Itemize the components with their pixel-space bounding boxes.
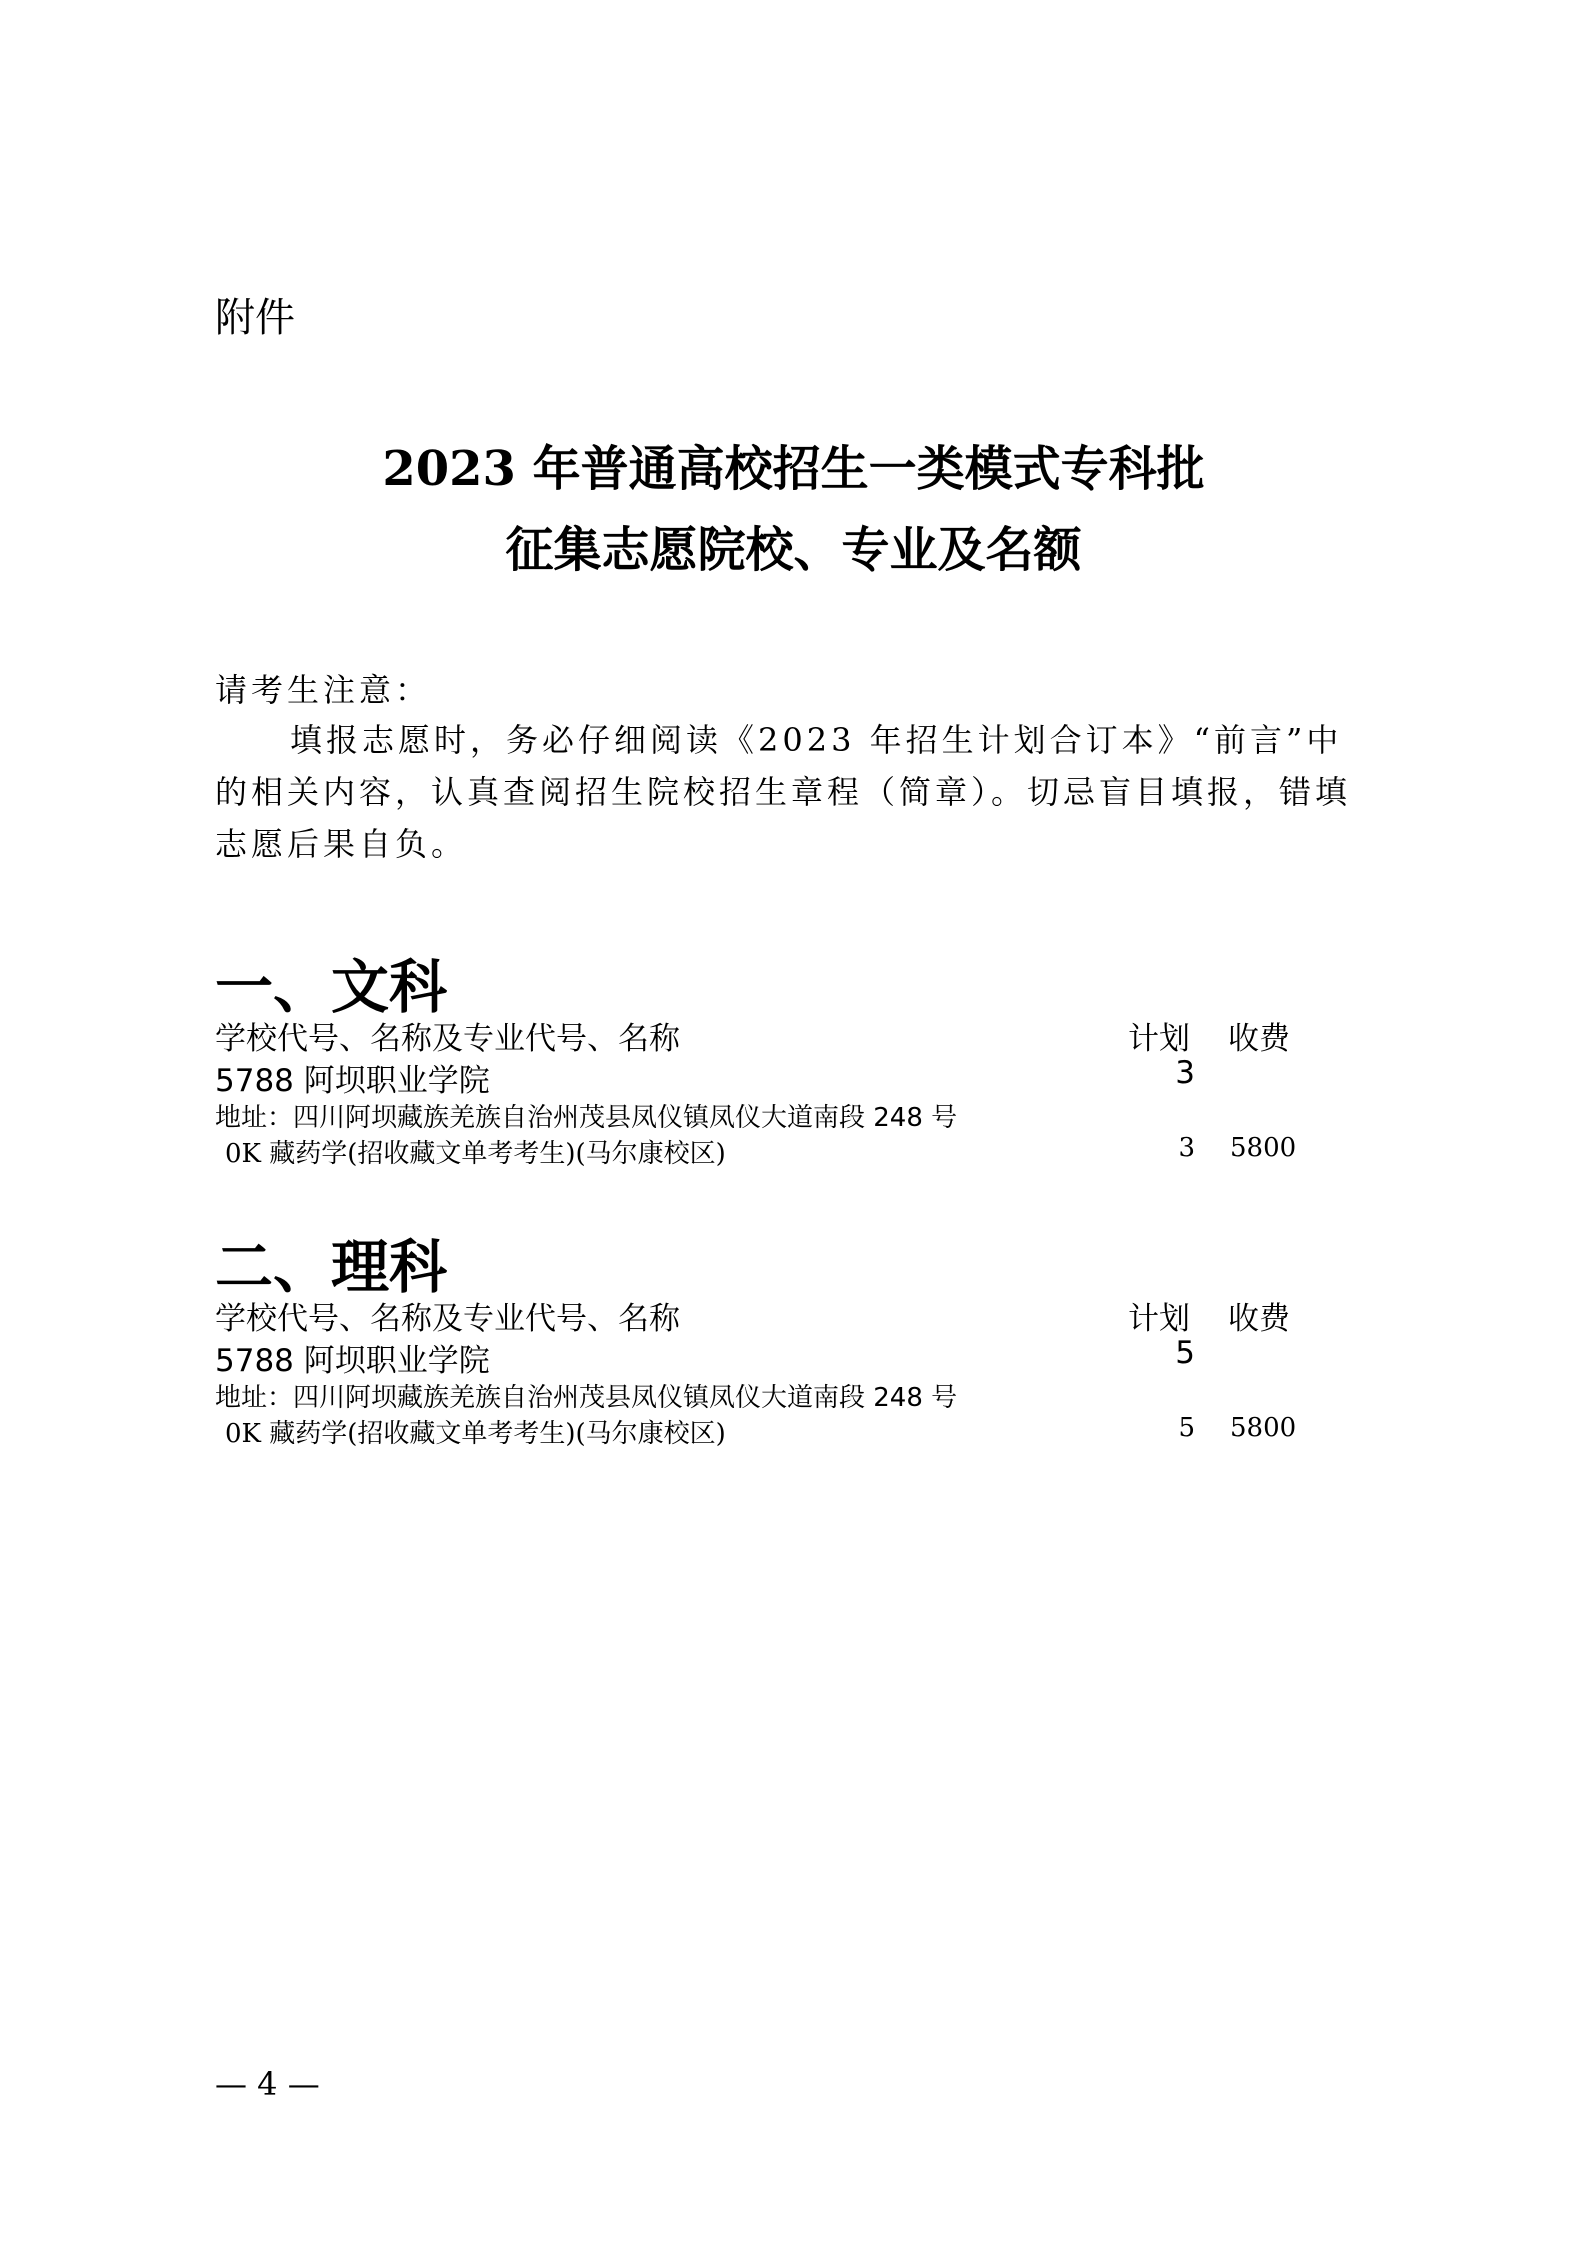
notice-line: 填报志愿时，务必仔细阅读《2023 年招生计划合订本》“前言”中 bbox=[290, 721, 1343, 759]
notice-line: 的相关内容，认真查阅招生院校招生章程（简章）。切忌盲目填报，错填 bbox=[215, 773, 1352, 811]
notice-heading: 请考生注意： bbox=[215, 671, 432, 709]
page-number: — 4 — bbox=[215, 2065, 320, 2103]
school-code-name: 5788 阿坝职业学院 bbox=[215, 1063, 490, 1099]
column-header-name: 学校代号、名称及专业代号、名称 bbox=[215, 1021, 680, 1057]
section-title-science: 二、理科 bbox=[215, 1233, 448, 1301]
column-header-plan: 计划 bbox=[1128, 1301, 1190, 1337]
column-header-plan: 计划 bbox=[1128, 1021, 1190, 1057]
attachment-label: 附件 bbox=[215, 295, 295, 341]
school-plan: 3 bbox=[1175, 1055, 1195, 1091]
column-header-fee: 收费 bbox=[1228, 1301, 1290, 1337]
major-plan: 5 bbox=[1178, 1413, 1195, 1443]
document-title-line2: 征集志愿院校、专业及名额 bbox=[505, 522, 1082, 578]
major-fee: 5800 bbox=[1230, 1413, 1297, 1443]
school-address: 地址：四川阿坝藏族羌族自治州茂县凤仪镇凤仪大道南段 248 号 bbox=[215, 1383, 958, 1413]
school-code-name: 5788 阿坝职业学院 bbox=[215, 1343, 490, 1379]
major-plan: 3 bbox=[1178, 1133, 1195, 1163]
major-fee: 5800 bbox=[1230, 1133, 1297, 1163]
column-header-fee: 收费 bbox=[1228, 1021, 1290, 1057]
major-name: 0K 藏药学(招收藏文单考考生)(马尔康校区) bbox=[225, 1419, 726, 1449]
school-plan: 5 bbox=[1175, 1335, 1195, 1371]
section-title-liberal-arts: 一、文科 bbox=[215, 953, 448, 1021]
document-title-line1: 2023 年普通高校招生一类模式专科批 bbox=[382, 441, 1205, 497]
column-header-name: 学校代号、名称及专业代号、名称 bbox=[215, 1301, 680, 1337]
major-name: 0K 藏药学(招收藏文单考考生)(马尔康校区) bbox=[225, 1139, 726, 1169]
school-address: 地址：四川阿坝藏族羌族自治州茂县凤仪镇凤仪大道南段 248 号 bbox=[215, 1103, 958, 1133]
notice-line: 志愿后果自负。 bbox=[215, 825, 468, 863]
